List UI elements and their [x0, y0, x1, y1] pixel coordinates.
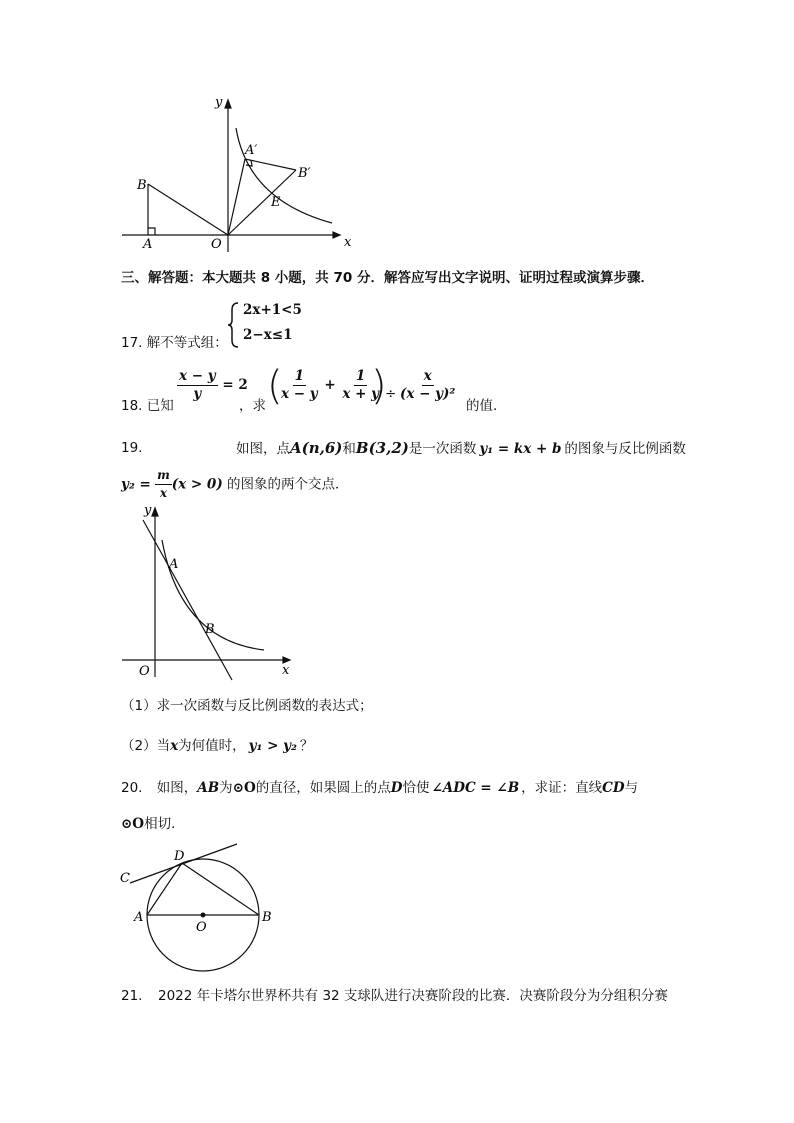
- q18-prefix: 18. 已知: [121, 398, 174, 414]
- q18-f1-denominator: x − y: [281, 386, 318, 402]
- y-axis-arrow: [225, 100, 231, 108]
- q20-AB: AB: [197, 780, 220, 796]
- q19-sub2-inequality: y₁ > y₂: [248, 738, 297, 754]
- label-C: C: [120, 871, 130, 886]
- q20-text-1: 如图，: [156, 780, 198, 796]
- q20-text-5: ，求证：直线: [521, 780, 603, 796]
- q17-prefix: 17. 解不等式组：: [121, 335, 228, 351]
- q20-circle-1: ⊙O: [232, 780, 256, 796]
- q18-f1-numerator: 1: [294, 368, 304, 384]
- y-axis-arrow: [152, 508, 158, 516]
- q19-text-3: 的图象与反比例函数: [564, 441, 686, 457]
- left-paren-icon: (: [267, 363, 283, 409]
- label-x: x: [282, 663, 290, 678]
- q21-text: 2022 年卡塔尔世界杯共有 32 支球队进行决赛阶段的比赛．决赛阶段分为分组积分赛: [158, 988, 668, 1004]
- q18-given-denominator: y: [193, 386, 202, 402]
- q20-angle: ∠ADC = ∠B: [431, 780, 520, 796]
- q20-text-4: 恰使: [402, 780, 430, 796]
- q18-given-numerator: x − y: [179, 368, 216, 384]
- label-B: B: [262, 910, 272, 925]
- q18-f2-denominator: x + y: [342, 386, 379, 402]
- q20-number: 20.: [121, 780, 143, 796]
- q19-line1: [236, 439, 686, 458]
- x-axis-arrow: [333, 232, 340, 238]
- label-A-prime: A′: [245, 143, 258, 158]
- q19-y2-denominator: x: [159, 486, 167, 500]
- label-B: B: [137, 178, 147, 193]
- label-y: y: [215, 95, 223, 110]
- q18-plus: +: [324, 377, 336, 393]
- label-E: E: [271, 195, 281, 210]
- label-A: A: [134, 910, 144, 925]
- q20-line1: [121, 779, 638, 797]
- question-18: [121, 363, 521, 416]
- q20-circle-2: ⊙O: [121, 816, 145, 832]
- figure-1-graph: [110, 92, 360, 252]
- q17-inequality-1: 2x+1<5: [243, 302, 302, 318]
- segment-OA-prime: [228, 159, 245, 235]
- q20-text-2: 为: [219, 780, 233, 796]
- label-D: D: [174, 849, 185, 864]
- q18-divide: ÷: [385, 386, 397, 402]
- q19-point-A: A(n,6): [290, 439, 343, 457]
- q19-y2-numerator: m: [155, 467, 172, 485]
- label-O: O: [196, 920, 207, 935]
- label-O: O: [211, 237, 222, 252]
- q20-text-7: 相切．: [144, 816, 185, 832]
- question-17: [121, 298, 421, 350]
- segment-OB-prime: [228, 170, 296, 235]
- q17-inequality-2: 2−x≤1: [243, 327, 293, 343]
- segment-DB: [182, 863, 259, 915]
- label-B-prime: B′: [298, 166, 311, 181]
- q19-sub2-end: ？: [299, 738, 314, 754]
- q21-number: 21.: [121, 988, 143, 1004]
- q19-text-2: 是一次函数: [408, 441, 477, 457]
- q19-linear-function: y₁ = kx + b: [479, 441, 562, 457]
- right-angle-A: [148, 228, 155, 235]
- q19-y2-lhs: y₂ =: [121, 476, 151, 493]
- label-B: B: [205, 622, 215, 637]
- q18-mid: ，求: [239, 398, 266, 414]
- figure-3-graph: [115, 838, 280, 978]
- q20-D: D: [390, 780, 403, 796]
- linear-function-line: [143, 520, 232, 680]
- q20-CD: CD: [602, 780, 625, 796]
- q18-suffix: 的值．: [466, 398, 507, 414]
- label-A: A: [143, 237, 153, 252]
- q19-text-1: 如图，点: [236, 441, 290, 457]
- figure-2-graph: [115, 497, 300, 682]
- right-paren-icon: ): [371, 363, 387, 409]
- q20-text-3: 的直径，如果圆上的点: [255, 780, 391, 796]
- q19-text-4: 的图象的两个交点．: [227, 476, 349, 493]
- section-heading: 三、解答题：本大题共 8 小题，共 70 分．解答应写出文字说明、证明过程或演算步骤．: [121, 270, 654, 286]
- q19-sub2-prefix: （2）当: [121, 738, 171, 754]
- q18-given-rhs: = 2: [222, 377, 248, 393]
- q19-subquestion-2: [121, 737, 313, 755]
- q19-subquestion-1: （1）求一次函数与反比例函数的表达式；: [121, 698, 373, 714]
- label-O: O: [139, 664, 150, 679]
- q20-text-6: 与: [624, 780, 639, 796]
- q19-y2-condition: (x > 0): [171, 476, 223, 493]
- brace-icon: [228, 302, 240, 348]
- segment-BO: [148, 184, 228, 235]
- q18-f2-numerator: 1: [355, 368, 366, 384]
- center-point-O: [201, 913, 206, 918]
- label-A: A: [169, 557, 179, 572]
- q19-sub2-var: x: [170, 738, 179, 754]
- q19-and: 和: [342, 441, 356, 457]
- q19-number: 19.: [121, 440, 143, 456]
- q18-f3-denominator: (x − y)²: [400, 386, 456, 402]
- q18-f3-numerator: x: [423, 368, 432, 384]
- q20-line2: [121, 815, 185, 833]
- q19-point-B: B(3,2): [355, 439, 409, 457]
- label-y: y: [144, 503, 152, 518]
- segment-A-prime-B-prime: [245, 159, 296, 170]
- label-x: x: [344, 235, 352, 250]
- q19-sub2-mid: 为何值时，: [178, 738, 246, 754]
